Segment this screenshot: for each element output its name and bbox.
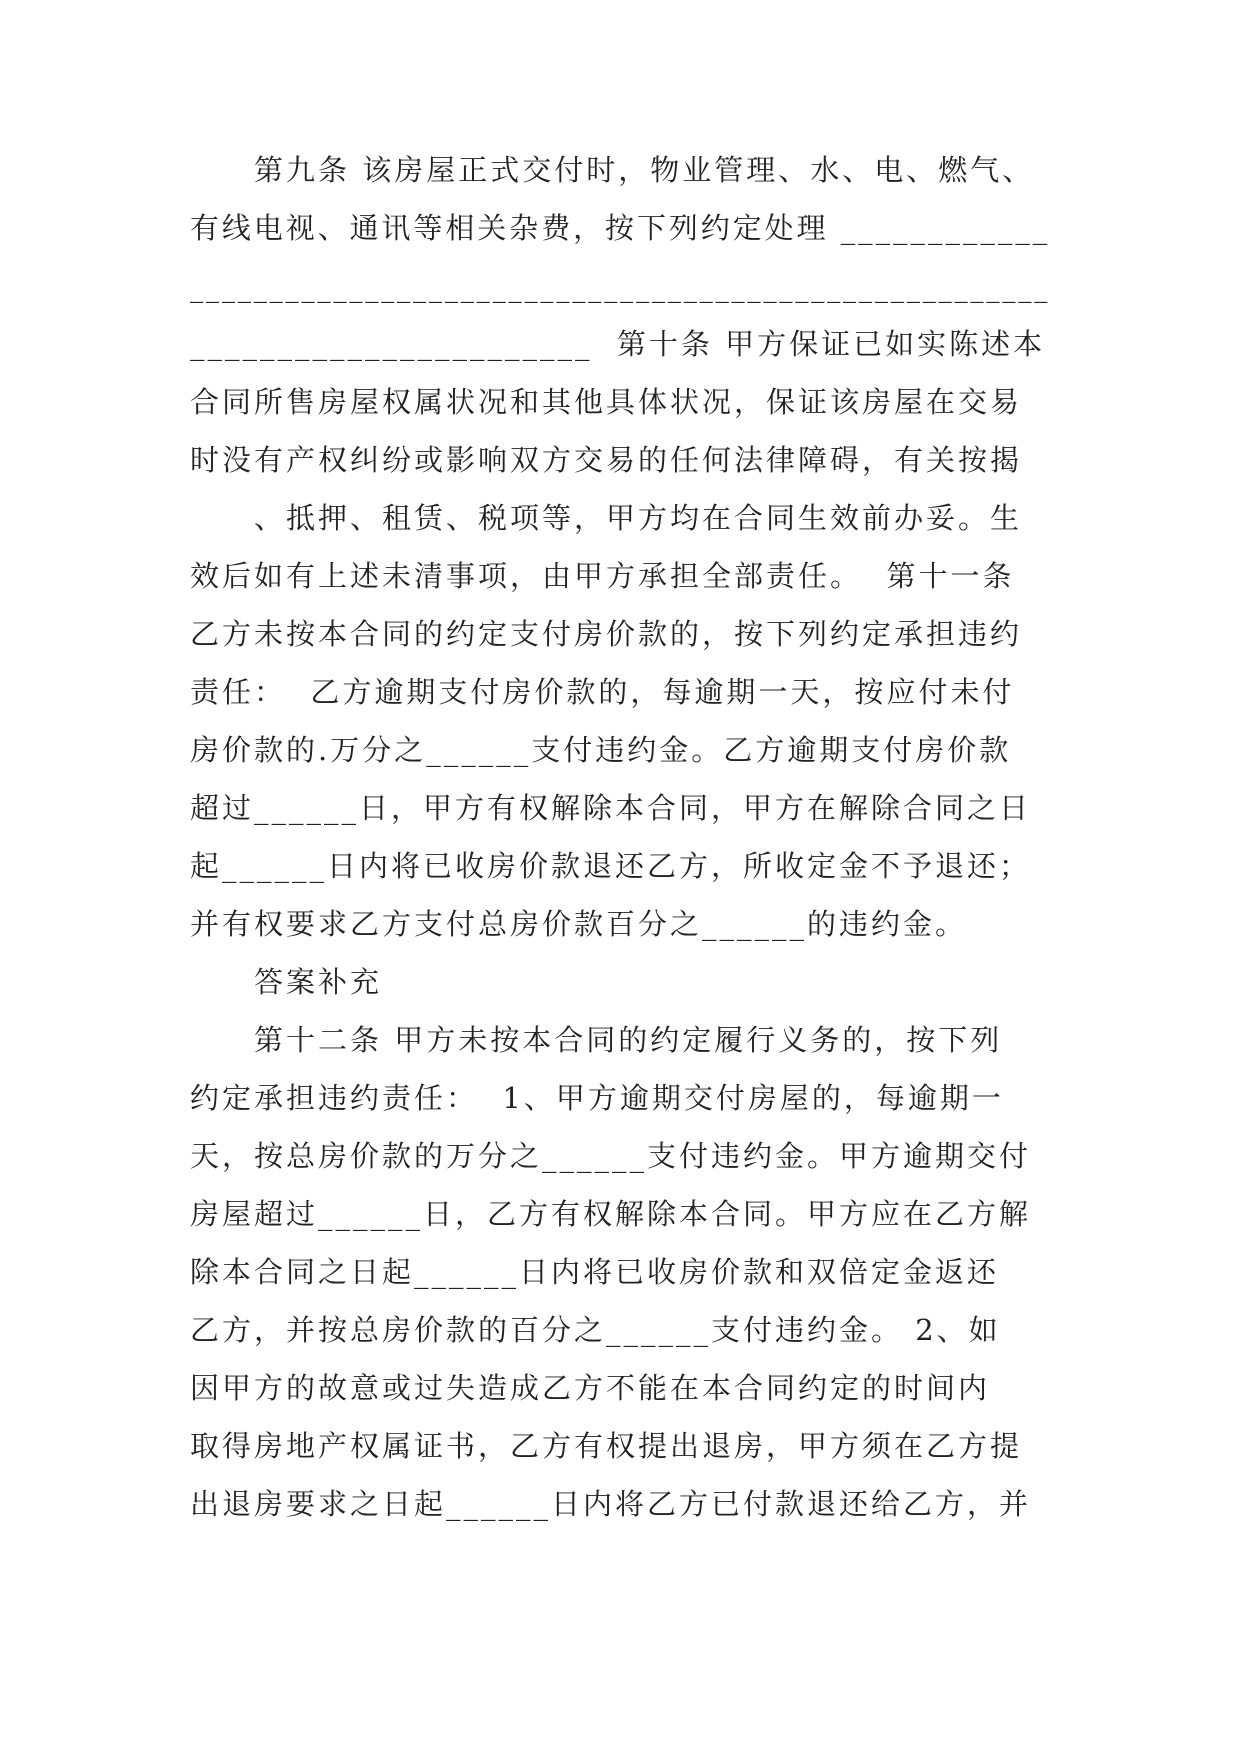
text-line-2: 有线电视、通讯等相关杂费，按下列约定处理 ____________ bbox=[190, 211, 1051, 245]
text-line-8: 效后如有上述未清事项，由甲方承担全部责任。 第十一条 bbox=[190, 559, 1015, 593]
text-line-3: ______________________________________________________ bbox=[190, 269, 1051, 303]
text-line-6: 时没有产权纠纷或影响双方交易的任何法律障碍，有关按揭 bbox=[190, 443, 1023, 477]
text-line-18: 天，按总房价款的万分之______支付违约金。甲方逾期交付 bbox=[190, 1139, 1032, 1173]
text-line-13: 起______日内将已收房价款退还乙方，所收定金不予退还； bbox=[190, 849, 1032, 883]
text-line-14: 并有权要求乙方支付总房价款百分之______的违约金。 bbox=[190, 907, 968, 941]
text-line-5: 合同所售房屋权属状况和其他具体状况，保证该房屋在交易 bbox=[190, 385, 1023, 419]
text-line-10: 责任： 乙方逾期支付房价款的，每逾期一天，按应付未付 bbox=[190, 675, 1015, 709]
text-line-17: 约定承担违约责任： 1、甲方逾期交付房屋的，每逾期一 bbox=[190, 1081, 1004, 1115]
text-line-16: 第十二条 甲方未按本合同的约定履行义务的，按下列 bbox=[190, 1023, 1003, 1057]
text-line-11: 房价款的.万分之______支付违约金。乙方逾期支付房价款 bbox=[190, 733, 1012, 767]
text-line-12: 超过______日，甲方有权解除本合同，甲方在解除合同之日 bbox=[190, 791, 1032, 825]
text-line-20: 除本合同之日起______日内将已收房价款和双倍定金返还 bbox=[190, 1255, 1000, 1289]
text-line-4: _______________________ 第十条 甲方保证已如实陈述本 bbox=[190, 327, 1046, 361]
text-line-1: 第九条 该房屋正式交付时，物业管理、水、电、燃气、 bbox=[190, 153, 1035, 187]
text-line-9: 乙方未按本合同的约定支付房价款的，按下列约定承担违约 bbox=[190, 617, 1023, 651]
text-line-7: 、抵押、租赁、税项等，甲方均在合同生效前办妥。生 bbox=[190, 501, 1023, 535]
text-line-19: 房屋超过______日，乙方有权解除本合同。甲方应在乙方解 bbox=[190, 1197, 1032, 1231]
text-line-24: 出退房要求之日起______日内将乙方已付款退还给乙方，并 bbox=[190, 1487, 1032, 1521]
section-heading: 答案补充 bbox=[190, 965, 383, 999]
text-line-21: 乙方，并按总房价款的百分之______支付违约金。 2、如 bbox=[190, 1313, 1001, 1347]
text-line-23: 取得房地产权属证书，乙方有权提出退房，甲方须在乙方提 bbox=[190, 1429, 1023, 1463]
text-line-22: 因甲方的故意或过失造成乙方不能在本合同约定的时间内 bbox=[190, 1371, 991, 1405]
